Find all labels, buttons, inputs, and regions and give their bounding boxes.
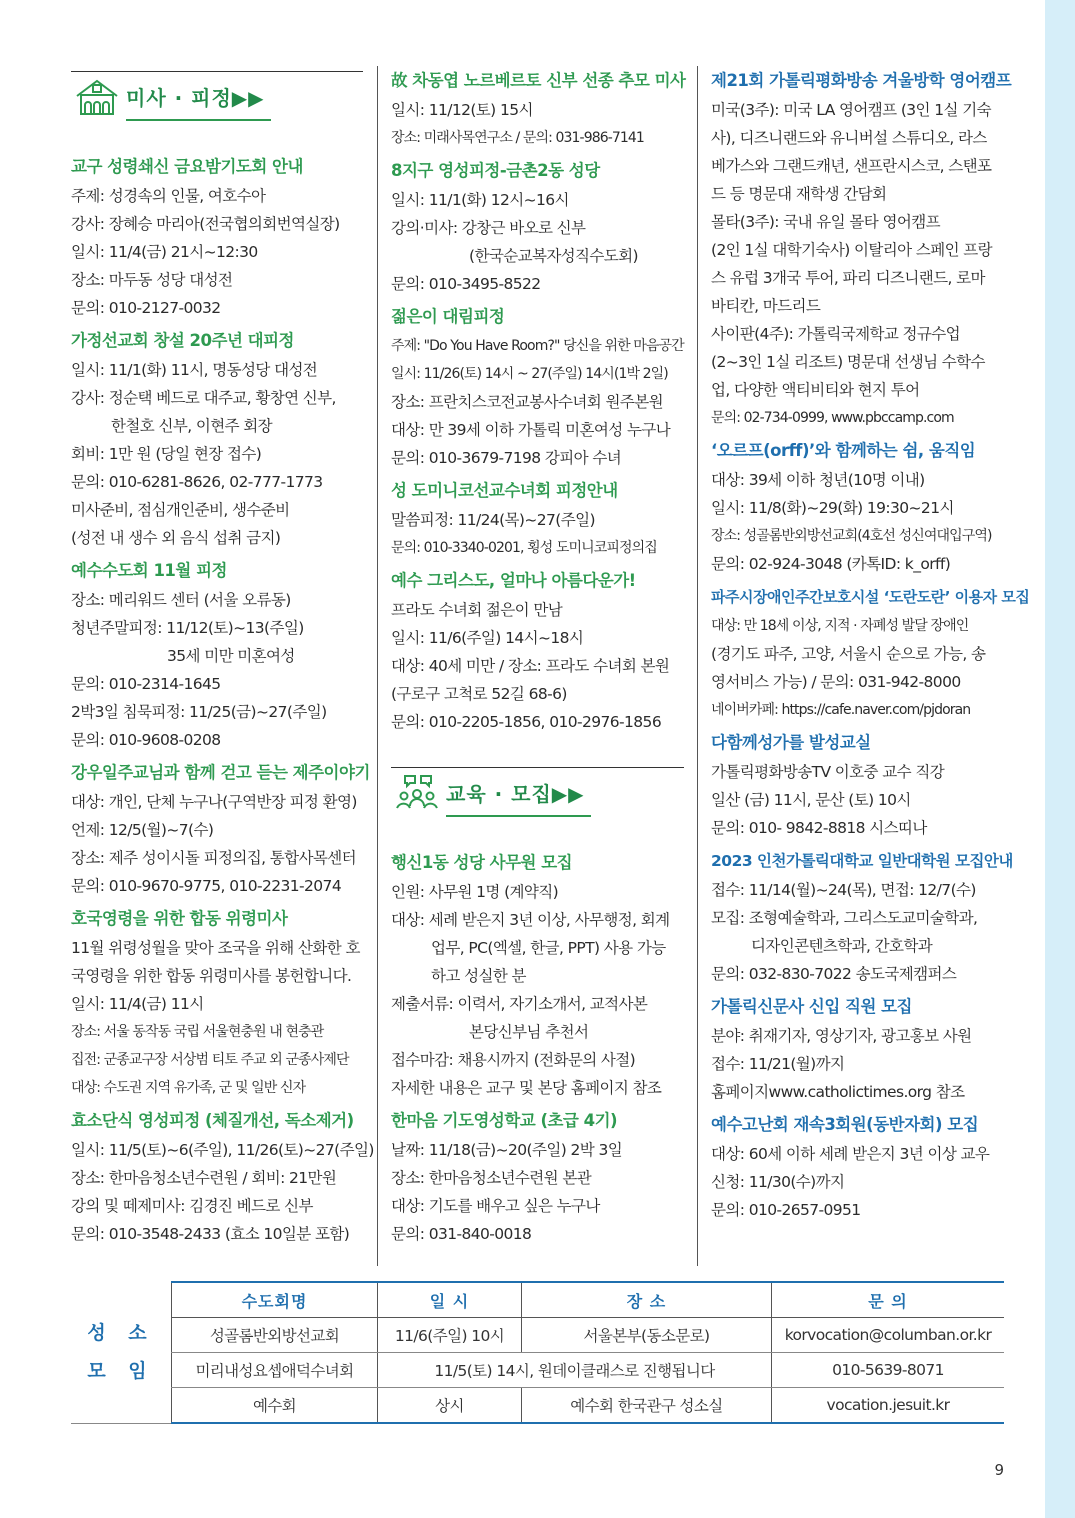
notice-line: 강사: 장혜승 마리아(전국협의회번역실장)	[71, 215, 340, 233]
notice-line: 문의: 010-3495-8522	[391, 275, 541, 293]
notice-line: 문의: 010-9670-9775, 010-2231-2074	[71, 877, 342, 895]
notice-line: (경기도 파주, 고양, 서울시 순으로 가능, 송	[711, 645, 986, 663]
table-cell: 11/6(주일) 10시	[378, 1318, 522, 1353]
notice-line: 일산 (금) 11시, 문산 (토) 10시	[711, 791, 911, 809]
notice-line: 프라도 수녀회 젊은이 만남	[391, 601, 563, 619]
notice-line: 장소: 서울 동작동 국립 서울현충원 내 현충관	[71, 1024, 324, 1040]
notice-block	[71, 758, 370, 900]
notice-title: 다함께성가를 발성교실	[711, 733, 871, 752]
notice-line: 문의: 010-6281-8626, 02-777-1773	[71, 473, 323, 491]
notice-title: 한마음 기도영성학교 (초급 4기)	[391, 1111, 618, 1130]
table-label	[71, 1282, 172, 1423]
notice-line: 장소: 미래사목연구소 / 문의: 031-986-7141	[391, 130, 644, 146]
table-cell: 성골롬반외방선교회	[172, 1318, 378, 1353]
notice-title: 파주시장애인주간보호시설 ‘도란도란’ 이용자 모집	[711, 588, 1030, 606]
block-list	[71, 152, 374, 1248]
notice-block	[391, 566, 684, 736]
notice-line: 문의: 010-2657-0951	[711, 1201, 861, 1219]
notice-block	[711, 728, 1006, 842]
notice-line: 문의: 010-3340-0201, 횡성 도미니코피정의집	[391, 540, 657, 556]
notice-title: 젊은이 대림피정	[391, 307, 505, 326]
notice-title: 효소단식 영성피정 (체질개선, 독소제거)	[71, 1111, 354, 1130]
notice-line: 접수: 11/21(월)까지	[711, 1055, 845, 1073]
notice-line: 집전: 군종교구장 서상범 티토 주교 외 군종사제단	[71, 1052, 349, 1068]
notice-block	[711, 846, 1013, 988]
notice-line: 대상: 만 39세 이하 가톨릭 미혼여성 누구나	[391, 421, 671, 439]
notice-line: 회비: 1만 원 (당일 현장 접수)	[71, 445, 262, 463]
notice-line: (한국순교복자성직수도회)	[469, 247, 638, 265]
notice-title: 가톨릭신문사 신입 직원 모집	[711, 997, 913, 1016]
notice-line: 언제: 12/5(월)~7(수)	[71, 821, 214, 839]
side-color-bar	[1045, 0, 1075, 1518]
notice-title: 제21회 가톨릭평화방송 겨울방학 영어캠프	[711, 71, 1012, 90]
notice-line: 일시: 11/4(금) 11시	[71, 995, 204, 1013]
notice-line: 디자인콘텐츠학과, 간호학과	[751, 937, 933, 955]
table-cell: 예수회	[172, 1388, 378, 1424]
vocation-meeting-table	[71, 1281, 1004, 1424]
house-icon	[73, 76, 121, 118]
column-divider	[697, 66, 698, 1266]
notice-line: 대상: 39세 이하 청년(10명 이내)	[711, 471, 925, 489]
notice-title: 강우일주교님과 함께 걷고 듣는 제주이야기	[71, 763, 370, 782]
column-header: 수도회명	[172, 1282, 378, 1318]
notice-line: 일시: 11/1(화) 12시~16시	[391, 191, 569, 209]
notice-block	[391, 1106, 684, 1248]
notice-line: (성전 내 생수 외 음식 섭취 금지)	[71, 529, 281, 547]
notice-line: 문의: 010- 9842-8818 시스띠나	[711, 819, 927, 837]
notice-line: 접수: 11/14(월)~24(목), 면접: 12/7(수)	[711, 881, 976, 899]
notice-block	[71, 326, 363, 552]
column-divider	[377, 66, 378, 1266]
notice-line: 문의: 02-924-3048 (카톡ID: k_orff)	[711, 555, 951, 573]
notice-line: (2인 1실 대학기숙사) 이탈리아 스페인 프랑	[711, 241, 993, 259]
notice-line: 문의: 010-2127-0032	[71, 299, 221, 317]
notice-block	[711, 992, 1006, 1106]
notice-line: 말씀피정: 11/24(목)~27(주일)	[391, 511, 595, 529]
notice-line: 문의: 031-840-0018	[391, 1225, 532, 1243]
notice-line: 가톨릭평화방송TV 이호중 교수 직강	[711, 763, 945, 781]
notice-line: 스 유럽 3개국 투어, 파리 디즈니랜드, 로마	[711, 269, 985, 287]
notice-title: 가정선교회 창설 20주년 대피정	[71, 331, 294, 350]
notice-line: 분야: 취재기자, 영상기자, 광고홍보 사원	[711, 1027, 972, 1045]
notice-line: 일시: 11/26(토) 14시 ~ 27(주일) 14시(1박 2일)	[391, 366, 668, 382]
table-label-line: 성 소	[87, 1322, 155, 1345]
section-header-education	[391, 762, 684, 826]
section-title: 미사 · 피정▶▶	[126, 86, 265, 110]
notice-line: 강의·미사: 강창근 바오로 신부	[391, 219, 586, 237]
notice-line: 인원: 사무원 1명 (계약직)	[391, 883, 559, 901]
table-row	[71, 1353, 1004, 1388]
notice-line: 대상: 수도권 지역 유가족, 군 및 일반 신자	[71, 1080, 306, 1096]
column-header: 장 소	[522, 1282, 772, 1318]
notice-line: 대상: 60세 이하 세례 받은지 3년 이상 교우	[711, 1145, 990, 1163]
page-number: 9	[994, 1461, 1004, 1479]
notice-line: 사이판(4주): 가톨릭국제학교 정규수업	[711, 325, 961, 343]
notice-line: 일시: 11/12(토) 15시	[391, 101, 533, 119]
notice-line: 몰타(3주): 국내 유일 몰타 영어캠프	[711, 213, 940, 231]
table-cell: 미리내성요셉애덕수녀회	[172, 1353, 378, 1388]
notice-line: (구로구 고척로 52길 68-6)	[391, 685, 567, 703]
notice-line: 문의: 010-3548-2433 (효소 10일분 포함)	[71, 1225, 350, 1243]
notice-line: 국영령을 위한 합동 위령미사를 봉헌합니다.	[71, 967, 352, 985]
notice-line: (2~3인 1실 리조트) 명문대 선생님 수학수	[711, 353, 985, 371]
notice-line: 영서비스 가능) / 문의: 031-942-8000	[711, 673, 961, 691]
notice-line: 접수마감: 채용시까지 (전화문의 사절)	[391, 1051, 636, 1069]
notice-block	[391, 848, 684, 1102]
notice-line: 날짜: 11/18(금)~20(주일) 2박 3일	[391, 1141, 623, 1159]
notice-line: 일시: 11/8(화)~29(화) 19:30~21시	[711, 499, 954, 517]
notice-line: 신청: 11/30(수)까지	[711, 1173, 845, 1191]
notice-block	[711, 582, 1030, 724]
notice-line: 바티칸, 마드리드	[711, 297, 821, 315]
table-cell: vocation.jesuit.kr	[772, 1388, 1005, 1424]
notice-line: 장소: 한마음청소년수련원 본관	[391, 1169, 592, 1187]
notice-line: 청년주말피정: 11/12(토)~13(주일)	[71, 619, 304, 637]
column-header: 일 시	[378, 1282, 522, 1318]
notice-line: 주제: "Do You Have Room?" 당신을 위한 마음공간	[391, 338, 684, 354]
notice-line: 문의: 02-734-0999, www.pbccamp.com	[711, 410, 954, 426]
table-cell: 서울본부(동소문로)	[522, 1318, 772, 1353]
notice-line: 네이버카페: https://cafe.naver.com/pjdoran	[711, 702, 971, 718]
column-2	[391, 66, 684, 1248]
people-group-icon	[393, 772, 441, 814]
notice-block	[71, 1106, 374, 1248]
notice-line: 강사: 정순택 베드로 대주교, 황창연 신부,	[71, 389, 336, 407]
notice-line: 장소: 마두동 성당 대성전	[71, 271, 233, 289]
notice-block	[711, 1110, 1006, 1224]
notice-title: 교구 성령쇄신 금요밤기도회 안내	[71, 157, 303, 176]
notice-title: 예수고난회 재속3회원(동반자회) 모집	[711, 1115, 979, 1134]
notice-line: 문의: 010-3679-7198 강피아 수녀	[391, 449, 622, 467]
notice-title: ‘오르프(orff)’와 함께하는 쉼, 움직임	[711, 441, 976, 460]
notice-line: 업, 다양한 액티비티와 현지 투어	[711, 381, 920, 399]
notice-line: 대상: 세례 받은지 3년 이상, 사무행정, 회계	[391, 911, 670, 929]
notice-block	[391, 156, 684, 298]
notice-title: 예수수도회 11월 피정	[71, 561, 227, 580]
notice-line: 일시: 11/5(토)~6(주일), 11/26(토)~27(주일)	[71, 1141, 374, 1159]
notice-line: 제출서류: 이력서, 자기소개서, 교적사본	[391, 995, 648, 1013]
notice-line: 문의: 010-9608-0208	[71, 731, 221, 749]
notice-line: 하고 성실한 분	[431, 967, 526, 985]
notice-line: 장소: 성골롬반외방선교회(4호선 성신여대입구역)	[711, 528, 992, 544]
notice-line: 사), 디즈니랜드와 유니버설 스튜디오, 라스	[711, 129, 987, 147]
notice-block	[71, 152, 363, 322]
notice-title: 행신1동 성당 사무원 모집	[391, 853, 573, 872]
notice-line: 강의 및 떼제미사: 김경진 베드로 신부	[71, 1197, 313, 1215]
notice-block	[391, 302, 684, 472]
notice-line: 일시: 11/6(주일) 14시~18시	[391, 629, 584, 647]
table-label-line: 모 임	[87, 1360, 155, 1383]
notice-line: 일시: 11/1(화) 11시, 명동성당 대성전	[71, 361, 318, 379]
notice-title: 호국영령을 위한 합동 위령미사	[71, 909, 288, 928]
section-title: 교육 · 모집▶▶	[446, 782, 585, 806]
notice-title: 8지구 영성피정-금촌2동 성당	[391, 161, 600, 180]
notice-line: 장소: 프란치스코전교봉사수녀회 원주본원	[391, 393, 663, 411]
table-cell: korvocation@columban.or.kr	[772, 1318, 1005, 1353]
table-cell: 예수회 한국관구 성소실	[522, 1388, 772, 1424]
notice-line: 장소: 메리워드 센터 (서울 오류동)	[71, 591, 291, 609]
notice-line: 한철호 신부, 이현주 회장	[111, 417, 273, 435]
notice-line: 대상: 개인, 단체 누구나(구역반장 피정 환영)	[71, 793, 357, 811]
notice-block	[391, 66, 684, 152]
notice-line: 장소: 한마음청소년수련원 / 회비: 21만원	[71, 1169, 337, 1187]
notice-line: 대상: 40세 미만 / 장소: 프라도 수녀회 본원	[391, 657, 670, 675]
notice-line: 모집: 조형예술학과, 그리스도교미술학과,	[711, 909, 978, 927]
column-header: 문 의	[772, 1282, 1005, 1318]
table-header-row	[71, 1282, 1004, 1318]
notice-line: 홈페이지www.catholictimes.org 참조	[711, 1083, 965, 1101]
notice-block	[711, 436, 1006, 578]
notice-block	[71, 556, 363, 754]
notice-block	[711, 66, 1012, 432]
table-cell: 010-5639-8071	[772, 1353, 1005, 1388]
notice-line: 자세한 내용은 교구 및 본당 홈페이지 참조	[391, 1079, 662, 1097]
notice-block	[391, 476, 684, 562]
notice-line: 11월 위령성월을 맞아 조국을 위해 산화한 호	[71, 939, 360, 957]
notice-block	[71, 904, 363, 1102]
notice-line: 일시: 11/4(금) 21시~12:30	[71, 243, 258, 261]
notice-line: 2박3일 침묵피정: 11/25(금)~27(주일)	[71, 703, 327, 721]
notice-line: 문의: 010-2314-1645	[71, 675, 221, 693]
notice-title: 성 도미니코선교수녀회 피정안내	[391, 481, 618, 500]
notice-line: 미국(3주): 미국 LA 영어캠프 (3인 1실 기숙	[711, 101, 991, 119]
table-row	[71, 1388, 1004, 1424]
notice-line: 업무, PC(엑셀, 한글, PPT) 사용 가능	[431, 939, 666, 957]
notice-line: 대상: 만 18세 이상, 지적 · 자폐성 발달 장애인	[711, 618, 969, 634]
notice-title: 예수 그리스도, 얼마나 아름다운가!	[391, 571, 636, 590]
notice-line: 베가스와 그랜드캐년, 샌프란시스코, 스탠포	[711, 157, 992, 175]
notice-line: 드 등 명문대 재학생 간담회	[711, 185, 887, 203]
notice-line: 문의: 032-830-7022 송도국제캠퍼스	[711, 965, 957, 983]
table-row	[71, 1318, 1004, 1353]
notice-line: 35세 미만 미혼여성	[167, 647, 295, 665]
column-1	[71, 66, 374, 1248]
column-3	[711, 66, 1030, 1224]
notice-line: 미사준비, 점심개인준비, 생수준비	[71, 501, 290, 519]
notice-line: 주제: 성경속의 인물, 여호수아	[71, 187, 266, 205]
section-header-mass	[71, 66, 363, 130]
notice-line: 문의: 010-2205-1856, 010-2976-1856	[391, 713, 662, 731]
table-cell: 상시	[378, 1388, 522, 1424]
notice-line: 장소: 제주 성이시돌 피정의집, 통합사목센터	[71, 849, 356, 867]
notice-line: 본당신부님 추천서	[469, 1023, 589, 1041]
notice-title: 2023 인천가톨릭대학교 일반대학원 모집안내	[711, 852, 1013, 870]
table-cell: 11/5(토) 14시, 원데이클래스로 진행됩니다	[378, 1353, 772, 1388]
notice-line: 대상: 기도를 배우고 싶은 누구나	[391, 1197, 600, 1215]
notice-title: 故 차동엽 노르베르토 신부 선종 추모 미사	[391, 71, 686, 90]
